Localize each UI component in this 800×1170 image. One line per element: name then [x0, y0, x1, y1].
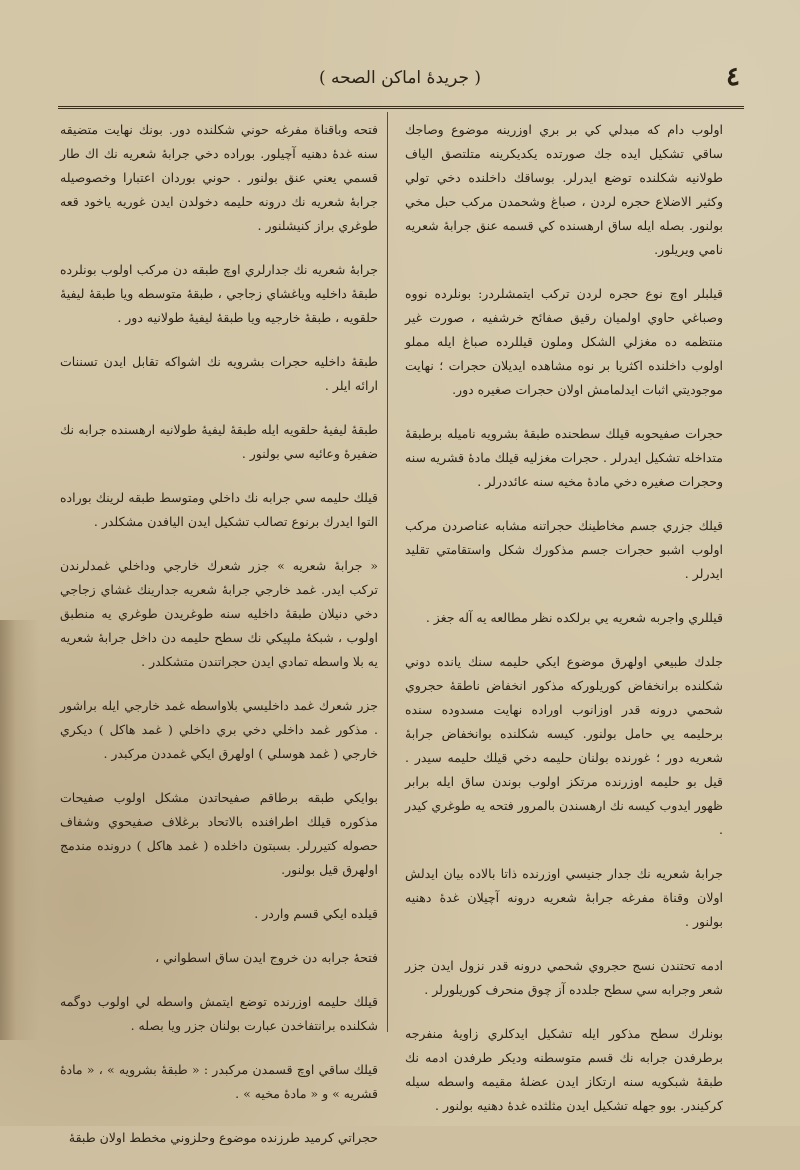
paragraph: ادمه تحتندن نسج حجروي شحمي درونه قدر نزول ايدن جزر شعر وجرابه سي سطح جلدده آز چوق منحرف كوريلورلر .	[405, 958, 723, 997]
paragraph: اولوب دام كه مبدلي كي بر بري اوزرينه موضوع وصاجك ساقي تشكيل ايده جك صورتده يكديكرينه متلتصق الياف طولانيه شكلنده توضع ايدرلر. بوساقك داخلنده دخي تولي وكثير الاضلاع حجره لردن ، صباغ وشحمدن مركب حبل مخي بولنور. بصله ايله ساق ارهسنده كي قسمه عنق جرابهٔ شعريه نامي ويريلور.	[405, 122, 723, 257]
paragraph: قيلبلر اوچ نوع حجره لردن تركب ايتمشلردر: بونلرده نووه وصباغي حاوي اولميان رقيق صفائح خرشفيه ، صورت غير منتظمه ده مغزلي الشكل وملون قيللرده صباغ ايله مملو اولوب داخلنده اكثريا بر نوه مشاهده ايديلان حجرات ؛ نهايت موجوديتي اثبات ايدلمامش اولان حجرات صغيره دور.	[405, 286, 723, 397]
paragraph: قيللري واجربه شعريه يي برلكده نظر مطالعه يه آله جغز .	[425, 610, 723, 625]
paragraph: قيلك ساقي اوچ قسمدن مركبدر : « طبقهٔ بشرويه » ، « مادهٔ قشريه » و « مادهٔ مخيه » .	[60, 1062, 378, 1101]
paragraph: بوايكي طبقه برطاقم صفيحاتدن مشكل اولوب صفيحات مذكوره قيلك اطرافنده بالاتحاد برغلاف صفيحوي وشفاف حصوله كتيررلر. بسبتون داخلده ( غمد هاكل ) درونده مندمج اولهرق قيل بولنور.	[60, 790, 378, 877]
left-column	[60, 118, 378, 1170]
header-rule	[58, 106, 744, 109]
paragraph: طبقهٔ داخليه حجرات بشرويه نك اشواكه تقابل ايدن تسننات ارائه ايلر .	[60, 354, 378, 393]
paragraph: فتحهٔ جرابه دن خروج ايدن ساق اسطواني ،	[155, 950, 378, 965]
page-header	[60, 62, 740, 102]
column-divider	[387, 112, 388, 1032]
paragraph: بونلرك سطح مذكور ايله تشكيل ايدكلري زاويهٔ منفرجه برطرفدن جرابه نك قسم متوسطنه وديكر طرفدن ادمه نك طبقهٔ شبكويه سنه ارتكاز ايدن عضلهٔ مقيمه واسطه سيله كركيندر. بوو جهله تشكيل ايدن مثلثده غدهٔ دهنيه بولنور .	[405, 1026, 723, 1113]
running-title: ( جريدهٔ اماكن الصحه )	[318, 68, 482, 88]
paragraph: جرابهٔ شعريه نك جدارلري اوچ طبقه دن مركب اولوب بونلرده طبقهٔ داخليه وياغشاي زجاجي ، طبقهٔ متوسطه ويا طبقهٔ ليفيهٔ حلقويه ، طبقهٔ خارجيه ويا طبقهٔ ليفيهٔ طولانيه دور .	[60, 262, 378, 325]
paragraph: فتحه وباقناة مفرغه حوني شكلنده دور. بونك نهايت متضيقه سنه غدهٔ دهنيه آچيلور. بوراده دخي جرابهٔ شعريه نك اك طار قسمي يعني عنق بولنور . حوني بوردان اعتبارا وخصوصيله جرابهٔ شعريه نك درونه حليمه دخولدن ايدن غوريه ياخود قعه طوغري براز كنيشلنور .	[60, 122, 378, 233]
paragraph: قيلك حليمه اوزرنده توضع ايتمش واسطه لي اولوب دوگمه شكلنده برانتفاخدن عبارت بولنان جزر ويا بصله .	[60, 994, 378, 1033]
page-edge-damage	[0, 620, 40, 1040]
paragraph: قيلده ايكي قسم واردر .	[254, 906, 378, 921]
page-number: ٤	[726, 62, 740, 92]
paragraph: جرابهٔ شعريه نك جدار جنيسي اوزرنده ذاتا بالاده بيان ايدلش اولان وقناة مفرغه جرابهٔ شعريه درونه آچيلان غدهٔ دهنيه بولنور .	[405, 866, 723, 929]
paragraph: جلدك طبيعي اولهرق موضوع ايكي حليمه سنك يانده دوني شكلنده برانخفاض كوريلوركه مذكور انخفاض ناطقهٔ حجروي شحمي درونه قدر اوزانوب اوراده نهايت مسدوده سنده برحليمه يي حامل بولنور. كيسه شكلنده بوانخفاض جرابهٔ شعريه دور ؛ غورنده بولنان حليمه دخي قيلك حليمه سيدر . قيل بو حليمه اوزرنده مرتكز اولوب بوندن ساق ايله برابر ظهور ايدوب كيسه نك ارهسندن بالمرور فتحه يه طوغري كيدر .	[405, 654, 723, 837]
right-column	[405, 118, 723, 1138]
paragraph: جزر شعرك غمد داخليسي بلاواسطه غمد خارجي ايله براشور . مذكور غمد داخلي دخي بري داخلي ( غمد هاكل ) ديكري خارجي ( غمد هوسلي ) اولهرق ايكي غمددن مركبدر .	[60, 698, 378, 761]
paragraph: طبقهٔ ليفيهٔ حلقويه ايله طبقهٔ ليفيهٔ طولانيه ارهسنده جرابه نك ضفيرهٔ وعائيه سي بولنور .	[60, 422, 378, 461]
paragraph: قيلك جزري جسم مخاطينك حجراتنه مشابه عناصردن مركب اولوب اشبو حجرات جسم مذكورك شكل واستقامتي تقليد ايدرلر .	[405, 518, 723, 581]
paragraph: « جرابهٔ شعريه » جزر شعرك خارجي وداخلي غمدلرندن تركب ايدر. غمد خارجي جرابهٔ شعريه جدارينك غشاي زجاجي دخي دنيلان طبقهٔ داخليه سنه طوغريدن طوغري يه منطبق اولوب ، شبكهٔ ملپيكي نك سطح حليمه دن داخل جرابهٔ شعريه يه بلا واسطه تمادي ايدن حجراتندن متشكلدر .	[60, 558, 378, 669]
paragraph: قيلك حليمه سي جرابه نك داخلي ومتوسط طبقه لرينك بوراده التوا ايدرك برنوع تصالب تشكيل ايدن اليافدن مشكلدر .	[60, 490, 378, 529]
paragraph: حجرات صفيحوبه قيلك سطحنده طبقهٔ بشرويه ناميله برطبقهٔ متداخله تشكيل ايدرلر . حجرات مغزليه قيلك مادهٔ قشريه سنه وحجرات صغيره دخي مادهٔ مخيه سنه عائددرلر .	[405, 426, 723, 489]
paragraph: حجراتي كرميد طرزنده موضوع وحلزوني مخطط اولان طبقهٔ	[68, 1130, 378, 1145]
